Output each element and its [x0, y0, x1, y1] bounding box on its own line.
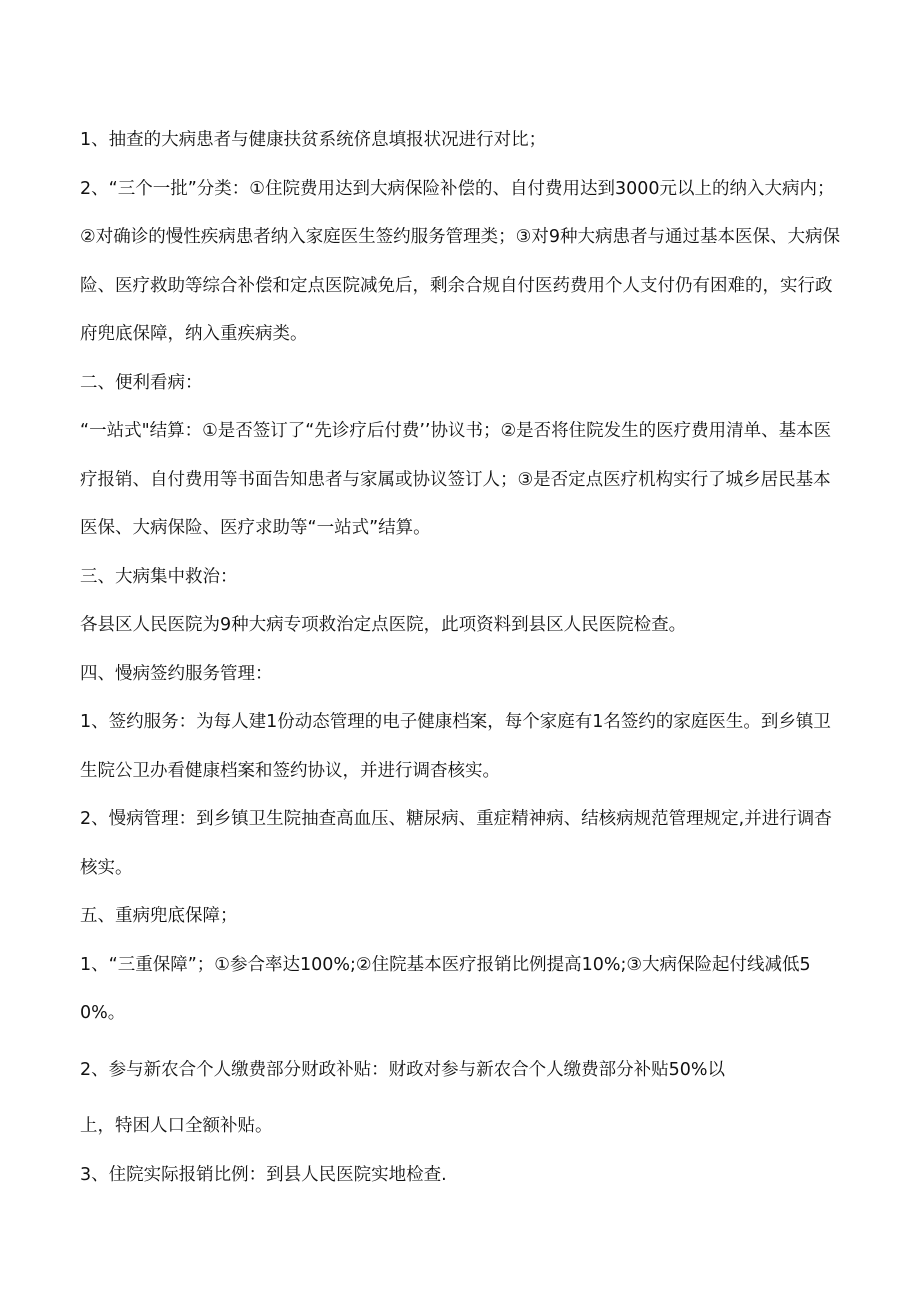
paragraph-designated-hospitals: 各县区人民医院为9种大病专项救治定点医院，此项资料到县区人民医院检查。 — [80, 615, 687, 635]
paragraph-compare-records: 1、抽查的大病患者与健康扶贫系统侪息填报状况进行对比； — [80, 130, 547, 150]
heading-centralized-treatment: 三、大病集中救治： — [80, 566, 238, 587]
paragraph-triple-guarantee: 1、“三重保障”；①参合率达100%;②住院基本医疗报销比例提高10%;③大病保险起付线减低50%。 — [80, 954, 811, 1023]
paragraph-chronic-management: 2、慢病管理：到乡镇卫生院抽查高血压、糖尿病、重症精神病、结核病规范管理规定,并进行调杳核实。 — [80, 809, 832, 878]
paragraph-subsidy-part-1: 2、参与新农合个人缴费部分财政补贴：财政对参与新农合个人缴费部分补贴50%以 — [80, 1059, 726, 1080]
paragraph-subsidy-part-2: 上，特困人口全额补贴。 — [80, 1116, 273, 1136]
heading-convenient-treatment: 二、便利看病： — [80, 372, 203, 393]
heading-serious-illness-guarantee: 五、重病兜底保障； — [80, 906, 238, 926]
paragraph-three-batches: 2、“三个一批”分类：①住院费用达到大病保险补偿的、自付费用达到3000元以上的纳入大病内；②对确诊的慢性疾病患者纳入家庭医生签约服务管理类；③对9种大病患者与通过基本医保、大病保险、医疗救助等综合补偿和定点医院减免后，剩余合规自付医药费用个人支付仍有困难的，实行政府兜底保障，纳入重疾病类。 — [80, 178, 841, 344]
heading-chronic-disease-management: 四、慢病签约服务管理： — [80, 663, 273, 684]
paragraph-reimbursement-check: 3、住院实际报销比例：到县人民医院实地检查. — [80, 1164, 447, 1185]
document-body — [80, 116, 845, 1199]
paragraph-signing-service: 1、签约服务：为每人建1份动态管理的电子健康档案，每个家庭有1名签约的家庭医生。到乡镇卫生院公卫办看健康档案和签约协议，并进行调杳核实。 — [80, 712, 831, 781]
paragraph-one-stop-settlement: “一站式"结算：①是否签订了“先诊疗后付费’’协议书；②是否将住院发生的医疗费用清单、基本医疗报销、自付费用等书面告知患者与家属或协议签订人；③是否定点医疗机构实行了城乡居民基本医保、大病保险、医疗求助等“一站式”结算。 — [80, 421, 832, 538]
